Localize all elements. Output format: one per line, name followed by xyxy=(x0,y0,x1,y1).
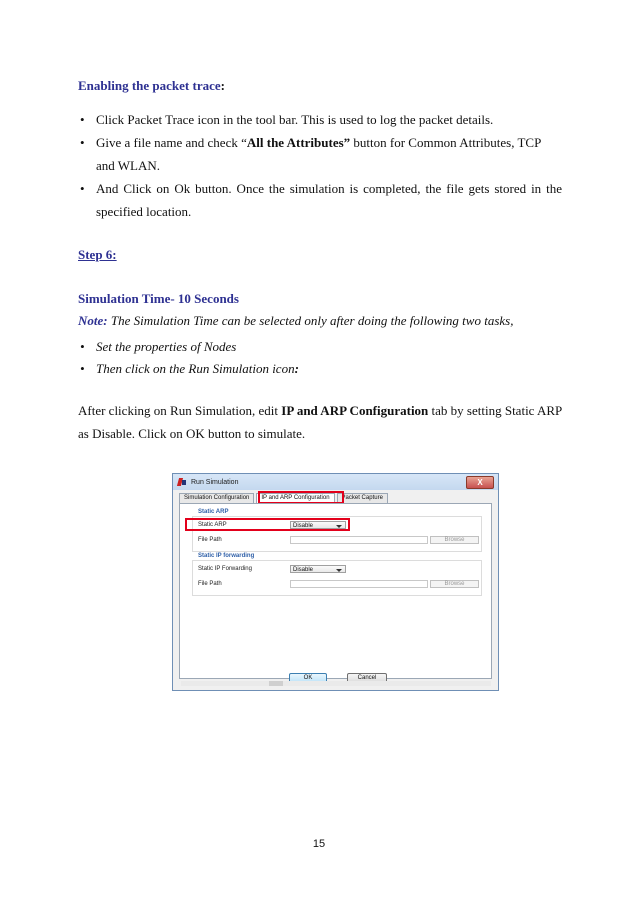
note-steps xyxy=(78,336,562,380)
instruction-paragraph: After clicking on Run Simulation, edit IP and ARP Configuration tab by setting Static ARP as Disable. Click on OK button to simulate. xyxy=(78,403,562,441)
note: Note: The Simulation Time can be selected only after doing the following two tasks, xyxy=(78,313,514,328)
tab-packet-capture[interactable]: Packet Capture xyxy=(337,493,388,503)
run-simulation-dialog xyxy=(172,473,499,691)
ok-button[interactable]: OK xyxy=(289,673,327,683)
close-button[interactable]: X xyxy=(466,476,494,489)
horizontal-scrollbar[interactable] xyxy=(181,681,491,686)
list-item: • Give a file name and check “All the Attributes” button for Common Attributes, TCP and WLAN. xyxy=(78,131,562,177)
step-heading: Step 6: xyxy=(78,247,117,262)
arp-file-path-label: File Path xyxy=(198,537,222,543)
static-arp-label: Static ARP xyxy=(198,522,227,528)
scrollbar-thumb[interactable] xyxy=(269,681,283,686)
static-ip-forwarding-select[interactable]: Disable xyxy=(290,565,346,573)
section-heading: Enabling the packet trace: xyxy=(78,78,225,93)
static-arp-select[interactable]: Disable xyxy=(290,521,346,529)
page-number: 15 xyxy=(312,838,326,850)
cancel-button[interactable]: Cancel xyxy=(347,673,387,683)
list-item: • Click Packet Trace icon in the tool bar. This is used to log the packet details. xyxy=(78,108,562,131)
ip-file-path-label: File Path xyxy=(198,581,222,587)
static-arp-highlight xyxy=(185,518,350,531)
list-item: • Set the properties of Nodes xyxy=(78,336,562,358)
tab-ip-arp-configuration[interactable]: IP and ARP Configuration xyxy=(256,493,334,503)
app-logo-icon xyxy=(177,477,187,487)
packet-trace-steps xyxy=(78,108,562,223)
arp-file-path-input[interactable] xyxy=(290,536,428,544)
static-arp-group-title: Static ARP xyxy=(198,509,229,515)
list-item: • And Click on Ok button. Once the simulation is completed, the file gets stored in the specified location. xyxy=(78,177,562,223)
tab-simulation-configuration[interactable]: Simulation Configuration xyxy=(179,493,254,503)
static-ip-forwarding-label: Static IP Forwarding xyxy=(198,566,252,572)
dialog-title: Run Simulation xyxy=(191,478,239,486)
simulation-time-heading: Simulation Time- 10 Seconds xyxy=(78,291,239,306)
dialog-titlebar xyxy=(173,474,498,490)
static-ip-group-title: Static IP forwarding xyxy=(198,553,255,559)
ip-browse-button[interactable]: Browse xyxy=(430,580,479,588)
ip-file-path-input[interactable] xyxy=(290,580,428,588)
list-item: • Then click on the Run Simulation icon: xyxy=(78,358,562,380)
arp-browse-button[interactable]: Browse xyxy=(430,536,479,544)
